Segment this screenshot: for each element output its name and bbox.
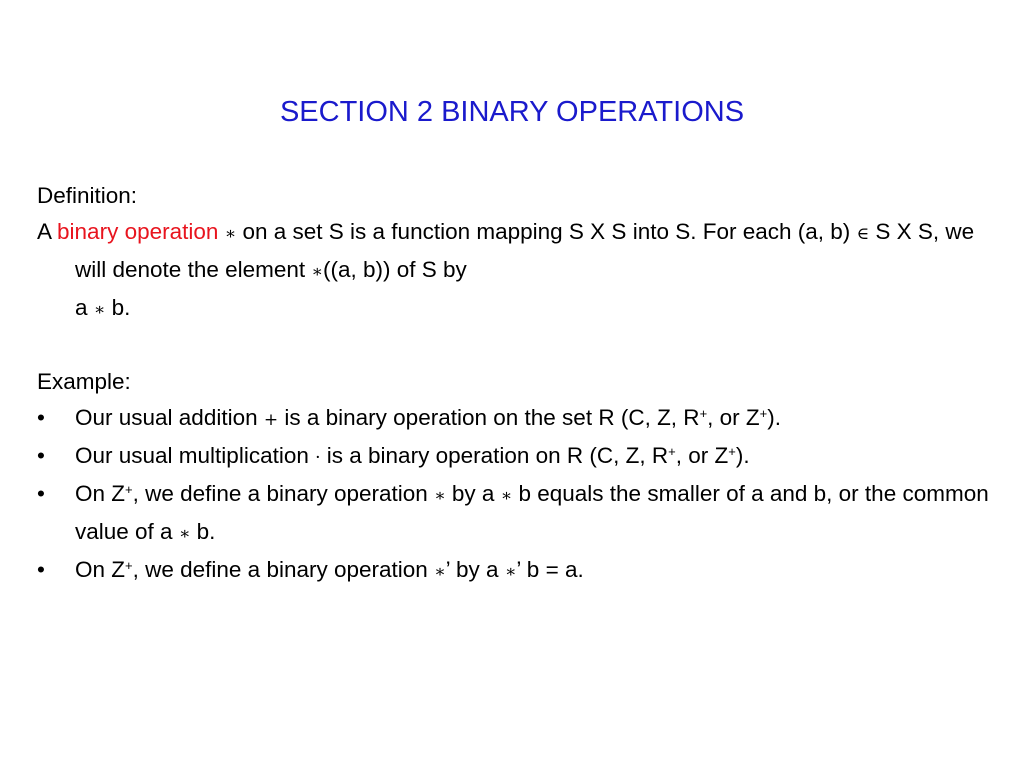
definition-heading: Definition:	[37, 183, 138, 208]
plus-symbol: +	[263, 410, 279, 430]
list-item-text	[75, 438, 997, 476]
list-item	[37, 400, 997, 438]
definition-text	[37, 214, 997, 290]
text-part: by a	[445, 481, 501, 506]
binary-operation-term: binary operation	[57, 219, 219, 244]
slide-title: SECTION 2 BINARY OPERATIONS	[279, 96, 745, 128]
bullet-icon: •	[37, 557, 45, 582]
text-part: On Z	[75, 557, 126, 582]
operation-symbol: ∗	[178, 524, 191, 544]
text-part: , we define a binary operation	[132, 481, 435, 506]
list-item-text	[75, 400, 997, 438]
superscript-plus: +	[125, 482, 133, 497]
text-part: Our usual addition	[75, 405, 264, 430]
text-part: is a binary operation on the set R (C, Z, R	[278, 405, 700, 430]
list-item-text	[75, 476, 997, 552]
definition-text-part: on a set S is a function mapping S X S into S. For each (a, b)	[236, 219, 857, 244]
element-of-symbol: ∈	[856, 224, 870, 244]
text-part: , or Z	[707, 405, 760, 430]
text-part: Our usual multiplication	[75, 443, 316, 468]
definition-text-part: A	[37, 219, 58, 244]
definition-text-part: S X S, we will denote the element	[75, 219, 975, 282]
operation-symbol: ∗	[93, 300, 106, 320]
text-part: b.	[190, 519, 216, 544]
operation-symbol: ∗	[434, 486, 446, 506]
superscript-plus: +	[668, 444, 676, 459]
notation-part: a	[75, 295, 94, 320]
text-part: b equals the smaller of a and b, or the common value of a	[75, 481, 989, 544]
text-part: ’ b = a.	[516, 557, 584, 582]
text-part: ).	[767, 405, 782, 430]
text-part: , we define a binary operation	[132, 557, 435, 582]
slide-body	[37, 178, 997, 590]
operation-symbol: ∗	[500, 486, 513, 506]
list-item	[37, 438, 997, 476]
superscript-plus: +	[728, 444, 736, 459]
example-heading: Example:	[37, 369, 131, 394]
bullet-icon: •	[37, 443, 45, 468]
operation-symbol: ∗	[311, 262, 323, 282]
text-part: ).	[735, 443, 750, 468]
definition-text-part: ((a, b)) of S by	[322, 257, 467, 282]
text-part: ’ by a	[445, 557, 505, 582]
definition-notation	[37, 290, 997, 328]
operation-symbol: ∗	[434, 562, 446, 582]
operation-symbol: ∗	[224, 224, 237, 244]
superscript-plus: +	[699, 406, 708, 421]
notation-part: b.	[105, 295, 131, 320]
spacer	[37, 328, 997, 364]
bullet-icon: •	[37, 405, 45, 430]
text-part: , or Z	[675, 443, 729, 468]
superscript-plus: +	[759, 406, 768, 421]
bullet-icon: •	[37, 481, 45, 506]
list-item	[37, 476, 997, 552]
list-item	[37, 552, 997, 590]
text-part: is a binary operation on R (C, Z, R	[320, 443, 669, 468]
dot-symbol: ·	[315, 448, 321, 468]
text-part: On Z	[75, 481, 126, 506]
list-item-text	[75, 552, 997, 590]
superscript-plus: +	[125, 558, 133, 573]
operation-symbol: ∗	[504, 562, 517, 582]
